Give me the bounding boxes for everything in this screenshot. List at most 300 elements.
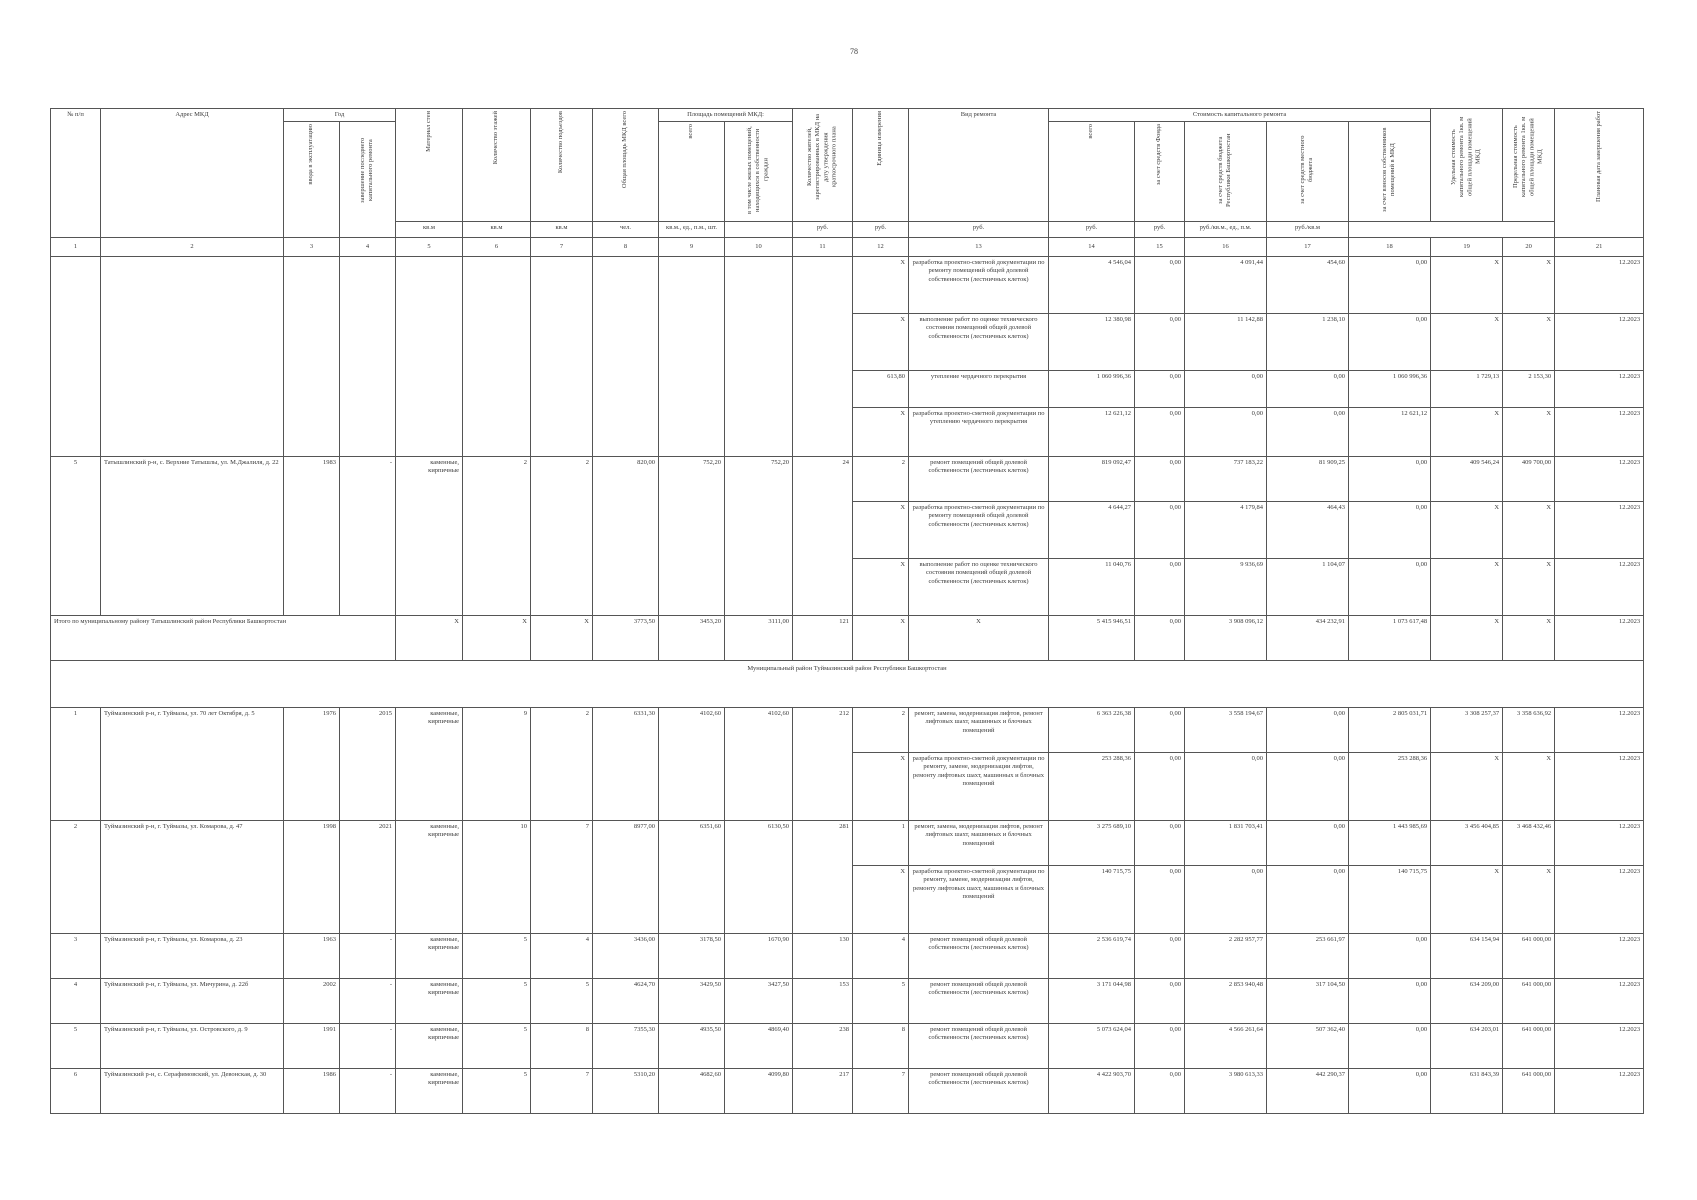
- total-cell: X: [396, 616, 463, 661]
- entrances-cell: 7: [531, 1069, 593, 1114]
- cost-owners-cell: 2 805 031,71: [1349, 708, 1431, 753]
- cost-local-cell: 434 232,91: [1267, 616, 1349, 661]
- unit-rub: руб.: [1049, 222, 1135, 238]
- col-number: 11: [793, 238, 853, 257]
- unit-rub: руб.: [793, 222, 853, 238]
- total-area-cell: 820,00: [593, 457, 659, 616]
- table-row: [51, 257, 1644, 314]
- unit-cell: 4: [853, 934, 909, 979]
- year-repair-cell: -: [340, 979, 396, 1024]
- column-numbers-row: [51, 238, 1644, 257]
- cost-republic-cell: 3 980 613,33: [1185, 1069, 1267, 1114]
- deadline-cell: 12.2023: [1555, 408, 1644, 457]
- table-row: [51, 457, 1644, 502]
- residents-cell: 212: [793, 708, 853, 821]
- cost-fund-cell: 0,00: [1135, 314, 1185, 371]
- unit-rub-per-sqm: руб./кв.м: [1267, 222, 1349, 238]
- work-type-cell: разработка проектно-сметной документации по ремонту, замене, модернизации лифтов, ремонту лифтовых шахт, машинных и блочных помещений: [909, 753, 1049, 821]
- unit-cell: 1: [853, 821, 909, 866]
- unit-cell: 8: [853, 1024, 909, 1069]
- header-unit-cost: Удельная стоимость капитального ремонта 1кв. м общей площади помещений МКД: [1431, 109, 1503, 222]
- cost-owners-cell: 12 621,12: [1349, 408, 1431, 457]
- entrances-cell: 4: [531, 934, 593, 979]
- wall-material-cell: каменные, кирпичные: [396, 821, 463, 934]
- premises-total-cell: 752,20: [659, 457, 725, 616]
- work-type-cell: утепление чердачного перекрытия: [909, 371, 1049, 408]
- cost-fund-cell: 0,00: [1135, 753, 1185, 821]
- total-area-cell: 3773,50: [593, 616, 659, 661]
- premises-total-cell: 3178,50: [659, 934, 725, 979]
- unit-rub: руб.: [1135, 222, 1185, 238]
- cost-republic-cell: 0,00: [1185, 866, 1267, 934]
- work-type-cell: ремонт помещений общей долевой собственности (лестничных клеток): [909, 979, 1049, 1024]
- year-commission-cell: 1983: [284, 457, 340, 616]
- max-cost-cell: 641 000,00: [1503, 1024, 1555, 1069]
- work-type-cell: ремонт помещений общей долевой собственности (лестничных клеток): [909, 934, 1049, 979]
- premises-private-cell: 4869,40: [725, 1024, 793, 1069]
- header-entrances: Количество подъездов: [531, 109, 593, 222]
- max-cost-cell: X: [1503, 866, 1555, 934]
- row-number: 5: [51, 457, 101, 616]
- col-number: 17: [1267, 238, 1349, 257]
- cost-total-cell: 12 621,12: [1049, 408, 1135, 457]
- address-cell: Татышлинский р-н, с. Верхние Татышлы, ул. М.Джалиля, д. 22: [101, 457, 284, 616]
- header-cost-total: всего: [1049, 122, 1135, 222]
- unit-cell: X: [853, 616, 909, 661]
- col-number: 4: [340, 238, 396, 257]
- unit-cell: X: [853, 753, 909, 821]
- unit-cell: X: [853, 257, 909, 314]
- col-number: 3: [284, 238, 340, 257]
- header-premises: Площадь помещений МКД:: [659, 109, 793, 122]
- year-repair-cell: -: [340, 1069, 396, 1114]
- cost-republic-cell: 4 091,44: [1185, 257, 1267, 314]
- cost-republic-cell: 4 566 261,64: [1185, 1024, 1267, 1069]
- residents-cell: 121: [793, 616, 853, 661]
- table-row: [51, 1024, 1644, 1069]
- cost-fund-cell: 0,00: [1135, 708, 1185, 753]
- unit-cost-cell: X: [1431, 559, 1503, 616]
- deadline-cell: 12.2023: [1555, 616, 1644, 661]
- address-cell: Туймазинский р-н, г. Туймазы, ул. Комарова, д. 23: [101, 934, 284, 979]
- residents-cell: 130: [793, 934, 853, 979]
- cost-owners-cell: 1 443 985,69: [1349, 821, 1431, 866]
- unit-cell: 613,80: [853, 371, 909, 408]
- cost-fund-cell: 0,00: [1135, 371, 1185, 408]
- col-number: 1: [51, 238, 101, 257]
- header-address: Адрес МКД: [101, 109, 284, 238]
- work-type-cell: ремонт помещений общей долевой собственности (лестничных клеток): [909, 1024, 1049, 1069]
- col-number: 7: [531, 238, 593, 257]
- unit-sqm: кв.м: [396, 222, 463, 238]
- floors-cell: 5: [463, 934, 531, 979]
- premises-private-cell: 752,20: [725, 457, 793, 616]
- total-area-cell: 4624,70: [593, 979, 659, 1024]
- max-cost-cell: 641 000,00: [1503, 1069, 1555, 1114]
- max-cost-cell: 2 153,30: [1503, 371, 1555, 408]
- floors-cell: 5: [463, 979, 531, 1024]
- work-type-cell: выполнение работ по оценке технического состояния помещений общей долевой собственности (лестничных клеток): [909, 559, 1049, 616]
- deadline-cell: 12.2023: [1555, 559, 1644, 616]
- cost-local-cell: 0,00: [1267, 371, 1349, 408]
- col-number: 6: [463, 238, 531, 257]
- cost-owners-cell: 0,00: [1349, 314, 1431, 371]
- cost-republic-cell: 3 908 096,12: [1185, 616, 1267, 661]
- unit-rub: руб.: [909, 222, 1049, 238]
- cost-local-cell: 0,00: [1267, 408, 1349, 457]
- col-number: 15: [1135, 238, 1185, 257]
- header-unit: Единица измерения: [853, 109, 909, 222]
- total-area-cell: 5310,20: [593, 1069, 659, 1114]
- cost-owners-cell: 1 060 996,36: [1349, 371, 1431, 408]
- residents-cell: 238: [793, 1024, 853, 1069]
- total-label: Итого по муниципальному району Татышлинский район Республики Башкортостан: [51, 616, 396, 661]
- wall-material-cell: каменные, кирпичные: [396, 457, 463, 616]
- cost-total-cell: 6 363 226,38: [1049, 708, 1135, 753]
- deadline-cell: 12.2023: [1555, 866, 1644, 934]
- table-row: [51, 708, 1644, 753]
- cost-fund-cell: 0,00: [1135, 1024, 1185, 1069]
- header-premises-private: в том числе жилых помещений, находящихся в собственности граждан: [725, 122, 793, 222]
- cost-fund-cell: 0,00: [1135, 934, 1185, 979]
- col-number: 5: [396, 238, 463, 257]
- premises-total-cell: 3429,50: [659, 979, 725, 1024]
- floors-cell: 10: [463, 821, 531, 934]
- cost-fund-cell: 0,00: [1135, 408, 1185, 457]
- cost-republic-cell: 3 558 194,67: [1185, 708, 1267, 753]
- cost-fund-cell: 0,00: [1135, 866, 1185, 934]
- deadline-cell: 12.2023: [1555, 1069, 1644, 1114]
- col-number: 12: [853, 238, 909, 257]
- wall-material-cell: каменные, кирпичные: [396, 708, 463, 821]
- premises-total-cell: 4102,60: [659, 708, 725, 821]
- floors-cell: 9: [463, 708, 531, 821]
- max-cost-cell: X: [1503, 616, 1555, 661]
- cost-local-cell: 0,00: [1267, 708, 1349, 753]
- header-max-cost: Предельная стоимость капитального ремонта 1кв. м общей площади помещений МКД: [1503, 109, 1555, 222]
- address-cell: Туймазинский р-н, г. Туймазы, ул. Мичурина, д. 22б: [101, 979, 284, 1024]
- cost-republic-cell: 0,00: [1185, 753, 1267, 821]
- cost-owners-cell: 1 073 617,48: [1349, 616, 1431, 661]
- unit-cost-cell: 3 308 257,37: [1431, 708, 1503, 753]
- unit-cost-cell: X: [1431, 408, 1503, 457]
- deadline-cell: 12.2023: [1555, 708, 1644, 753]
- header-wall-material: Материал стен: [396, 109, 463, 222]
- deadline-cell: 12.2023: [1555, 371, 1644, 408]
- wall-material-cell: каменные, кирпичные: [396, 1024, 463, 1069]
- cost-total-cell: 253 288,36: [1049, 753, 1135, 821]
- cost-local-cell: 454,60: [1267, 257, 1349, 314]
- entrances-cell: 7: [531, 821, 593, 934]
- address-cell: Туймазинский р-н, с. Серафимовский, ул. Девонская, д. 30: [101, 1069, 284, 1114]
- deadline-cell: 12.2023: [1555, 502, 1644, 559]
- cost-local-cell: 464,43: [1267, 502, 1349, 559]
- cost-local-cell: 0,00: [1267, 866, 1349, 934]
- cost-republic-cell: 4 179,84: [1185, 502, 1267, 559]
- cost-total-cell: 11 040,76: [1049, 559, 1135, 616]
- col-number: 8: [593, 238, 659, 257]
- cost-local-cell: 1 238,10: [1267, 314, 1349, 371]
- entrances-cell: 5: [531, 979, 593, 1024]
- address-cell: Туймазинский р-н, г. Туймазы, ул. Комарова, д. 47: [101, 821, 284, 934]
- cost-fund-cell: 0,00: [1135, 616, 1185, 661]
- max-cost-cell: X: [1503, 314, 1555, 371]
- unit-empty: [725, 222, 793, 238]
- cost-fund-cell: 0,00: [1135, 1069, 1185, 1114]
- col-number: 9: [659, 238, 725, 257]
- max-cost-cell: X: [1503, 753, 1555, 821]
- header-cost-owners: за счет взносов собственников помещений в МКД: [1349, 122, 1431, 222]
- col-number: 14: [1049, 238, 1135, 257]
- premises-private-cell: 4102,60: [725, 708, 793, 821]
- unit-cost-cell: X: [1431, 314, 1503, 371]
- cost-owners-cell: 0,00: [1349, 457, 1431, 502]
- cost-owners-cell: 140 715,75: [1349, 866, 1431, 934]
- header-residents: Количество жителей, зарегистрированных в МКД на дату утверждения краткосрочного плана: [793, 109, 853, 222]
- unit-cost-cell: X: [1431, 866, 1503, 934]
- work-type-cell: разработка проектно-сметной документации по ремонту, замене, модернизации лифтов, ремонту лифтовых шахт, машинных и блочных помещений: [909, 866, 1049, 934]
- unit-cost-cell: 409 546,24: [1431, 457, 1503, 502]
- unit-cost-cell: 3 456 404,85: [1431, 821, 1503, 866]
- unit-cell: 5: [853, 979, 909, 1024]
- header-floors: Количество этажей: [463, 109, 531, 222]
- year-commission-cell: 1991: [284, 1024, 340, 1069]
- work-type-cell: разработка проектно-сметной документации по утеплению чердачного перекрытия: [909, 408, 1049, 457]
- cost-total-cell: 12 380,98: [1049, 314, 1135, 371]
- deadline-cell: 12.2023: [1555, 314, 1644, 371]
- col-number: 18: [1349, 238, 1431, 257]
- cost-republic-cell: 11 142,88: [1185, 314, 1267, 371]
- floors-cell: 5: [463, 1069, 531, 1114]
- max-cost-cell: 641 000,00: [1503, 934, 1555, 979]
- cost-local-cell: 507 362,40: [1267, 1024, 1349, 1069]
- cost-owners-cell: 0,00: [1349, 257, 1431, 314]
- work-type-cell: выполнение работ по оценке технического состояния помещений общей долевой собственности (лестничных клеток): [909, 314, 1049, 371]
- unit-cell: X: [853, 408, 909, 457]
- premises-private-cell: 3427,50: [725, 979, 793, 1024]
- year-repair-cell: -: [340, 457, 396, 616]
- deadline-cell: 12.2023: [1555, 979, 1644, 1024]
- year-repair-cell: -: [340, 934, 396, 979]
- work-type-cell: разработка проектно-сметной документации по ремонту помещений общей долевой собственности (лестничных клеток): [909, 502, 1049, 559]
- total-area-cell: 3436,00: [593, 934, 659, 979]
- repair-plan-table: [50, 108, 1644, 1114]
- unit-rub: руб.: [853, 222, 909, 238]
- address-cell: Туймазинский р-н, г. Туймазы, ул. Островского, д. 9: [101, 1024, 284, 1069]
- header-no: № п/п: [51, 109, 101, 238]
- cost-total-cell: 4 546,04: [1049, 257, 1135, 314]
- premises-private-cell: 3111,00: [725, 616, 793, 661]
- unit-rub-per-unit: руб./кв.м., ед., п.м.: [1185, 222, 1267, 238]
- unit-cost-cell: X: [1431, 753, 1503, 821]
- year-commission-cell: 1963: [284, 934, 340, 979]
- table-row: [51, 821, 1644, 866]
- cost-total-cell: 2 536 619,74: [1049, 934, 1135, 979]
- col-number: 13: [909, 238, 1049, 257]
- work-type-cell: ремонт помещений общей долевой собственности (лестничных клеток): [909, 1069, 1049, 1114]
- premises-private-cell: 1670,90: [725, 934, 793, 979]
- cost-owners-cell: 253 288,36: [1349, 753, 1431, 821]
- work-type-cell: X: [909, 616, 1049, 661]
- premises-total-cell: 4935,50: [659, 1024, 725, 1069]
- max-cost-cell: 3 468 432,46: [1503, 821, 1555, 866]
- cost-republic-cell: 0,00: [1185, 408, 1267, 457]
- row-number: 3: [51, 934, 101, 979]
- header-cost: Стоимость капитального ремонта: [1049, 109, 1431, 122]
- section-header-row: [51, 661, 1644, 708]
- floors-cell: 5: [463, 1024, 531, 1069]
- cost-local-cell: 0,00: [1267, 821, 1349, 866]
- deadline-cell: 12.2023: [1555, 934, 1644, 979]
- unit-sqm: кв.м: [463, 222, 531, 238]
- work-type-cell: ремонт, замена, модернизация лифтов, ремонт лифтовых шахт, машинных и блочных помещений: [909, 821, 1049, 866]
- cost-owners-cell: 0,00: [1349, 502, 1431, 559]
- cost-republic-cell: 2 282 957,77: [1185, 934, 1267, 979]
- cost-republic-cell: 737 183,22: [1185, 457, 1267, 502]
- page-number: 78: [850, 47, 858, 56]
- wall-material-cell: каменные, кирпичные: [396, 934, 463, 979]
- cost-republic-cell: 2 853 940,48: [1185, 979, 1267, 1024]
- cost-republic-cell: 0,00: [1185, 371, 1267, 408]
- max-cost-cell: X: [1503, 559, 1555, 616]
- deadline-cell: 12.2023: [1555, 753, 1644, 821]
- residents-cell: 281: [793, 821, 853, 934]
- table-row: [51, 934, 1644, 979]
- wall-material-cell: каменные, кирпичные: [396, 1069, 463, 1114]
- total-row: [51, 616, 1644, 661]
- row-number: 1: [51, 708, 101, 821]
- row-number: 6: [51, 1069, 101, 1114]
- max-cost-cell: X: [1503, 408, 1555, 457]
- premises-private-cell: 6130,50: [725, 821, 793, 934]
- work-type-cell: разработка проектно-сметной документации по ремонту помещений общей долевой собственности (лестничных клеток): [909, 257, 1049, 314]
- cost-fund-cell: 0,00: [1135, 457, 1185, 502]
- cost-local-cell: 442 290,37: [1267, 1069, 1349, 1114]
- cost-fund-cell: 0,00: [1135, 559, 1185, 616]
- max-cost-cell: X: [1503, 257, 1555, 314]
- header-year-commission: ввода в эксплуатацию: [284, 122, 340, 238]
- max-cost-cell: 641 000,00: [1503, 979, 1555, 1024]
- total-cell: X: [463, 616, 531, 661]
- year-commission-cell: 2002: [284, 979, 340, 1024]
- unit-cell: X: [853, 502, 909, 559]
- unit-cost-cell: 1 729,13: [1431, 371, 1503, 408]
- table-header: [51, 109, 1644, 257]
- header-year-last-repair: завершение последнего капитального ремонта: [340, 122, 396, 238]
- cost-total-cell: 1 060 996,36: [1049, 371, 1135, 408]
- cost-owners-cell: 0,00: [1349, 934, 1431, 979]
- year-commission-cell: 1986: [284, 1069, 340, 1114]
- row-number: 4: [51, 979, 101, 1024]
- unit-cost-cell: X: [1431, 502, 1503, 559]
- cost-local-cell: 0,00: [1267, 753, 1349, 821]
- unit-cell: X: [853, 866, 909, 934]
- total-area-cell: 7355,30: [593, 1024, 659, 1069]
- col-number: 20: [1503, 238, 1555, 257]
- total-cell: X: [531, 616, 593, 661]
- cost-local-cell: 317 104,50: [1267, 979, 1349, 1024]
- unit-cell: X: [853, 559, 909, 616]
- deadline-cell: 12.2023: [1555, 1024, 1644, 1069]
- table-row: [51, 1069, 1644, 1114]
- year-repair-cell: 2021: [340, 821, 396, 934]
- header-cost-fund: за счет средств Фонда: [1135, 122, 1185, 222]
- cost-fund-cell: 0,00: [1135, 257, 1185, 314]
- header-deadline: Плановая дата завершения работ: [1555, 109, 1644, 238]
- unit-cost-cell: 631 843,39: [1431, 1069, 1503, 1114]
- row-number: 5: [51, 1024, 101, 1069]
- total-area-cell: 8977,00: [593, 821, 659, 934]
- cost-fund-cell: 0,00: [1135, 979, 1185, 1024]
- wall-material-cell: каменные, кирпичные: [396, 979, 463, 1024]
- year-repair-cell: 2015: [340, 708, 396, 821]
- col-number: 21: [1555, 238, 1644, 257]
- cost-total-cell: 3 275 689,10: [1049, 821, 1135, 866]
- unit-sqm: кв.м: [531, 222, 593, 238]
- unit-cell: 2: [853, 457, 909, 502]
- unit-cost-cell: 634 209,00: [1431, 979, 1503, 1024]
- cost-owners-cell: 0,00: [1349, 559, 1431, 616]
- premises-total-cell: 3453,20: [659, 616, 725, 661]
- max-cost-cell: 3 358 636,92: [1503, 708, 1555, 753]
- deadline-cell: 12.2023: [1555, 257, 1644, 314]
- cost-owners-cell: 0,00: [1349, 979, 1431, 1024]
- unit-cell: 2: [853, 708, 909, 753]
- cost-fund-cell: 0,00: [1135, 821, 1185, 866]
- premises-total-cell: 6351,60: [659, 821, 725, 934]
- cost-total-cell: 4 422 903,70: [1049, 1069, 1135, 1114]
- cost-owners-cell: 0,00: [1349, 1069, 1431, 1114]
- max-cost-cell: X: [1503, 502, 1555, 559]
- header-total-area: Общая площадь МКД всего: [593, 109, 659, 222]
- unit-cost-cell: 634 203,01: [1431, 1024, 1503, 1069]
- col-number: 16: [1185, 238, 1267, 257]
- max-cost-cell: 409 700,00: [1503, 457, 1555, 502]
- unit-cost-cell: X: [1431, 257, 1503, 314]
- header-cost-republic: за счет средств бюджета Республики Башкортостан: [1185, 122, 1267, 222]
- cost-owners-cell: 0,00: [1349, 1024, 1431, 1069]
- unit-cell: X: [853, 314, 909, 371]
- total-area-cell: 6331,30: [593, 708, 659, 821]
- section-title: Муниципальный район Туймазинский район Республики Башкортостан: [51, 661, 1644, 708]
- cost-republic-cell: 1 831 703,41: [1185, 821, 1267, 866]
- residents-cell: 24: [793, 457, 853, 616]
- entrances-cell: 2: [531, 708, 593, 821]
- cost-republic-cell: 9 936,69: [1185, 559, 1267, 616]
- entrances-cell: 2: [531, 457, 593, 616]
- header-premises-total: всего: [659, 122, 725, 222]
- unit-measure: кв.м., ед., п.м., шт.: [659, 222, 725, 238]
- year-commission-cell: 1998: [284, 821, 340, 934]
- col-number: 10: [725, 238, 793, 257]
- entrances-cell: 8: [531, 1024, 593, 1069]
- unit-cost-cell: X: [1431, 616, 1503, 661]
- header-cost-local: за счет средств местного бюджета: [1267, 122, 1349, 222]
- row-number: 2: [51, 821, 101, 934]
- cost-local-cell: 1 104,07: [1267, 559, 1349, 616]
- cost-total-cell: 4 644,27: [1049, 502, 1135, 559]
- deadline-cell: 12.2023: [1555, 821, 1644, 866]
- residents-cell: 217: [793, 1069, 853, 1114]
- table-row: [51, 979, 1644, 1024]
- cost-total-cell: 3 171 044,98: [1049, 979, 1135, 1024]
- cost-local-cell: 253 661,97: [1267, 934, 1349, 979]
- deadline-cell: 12.2023: [1555, 457, 1644, 502]
- address-cell: Туймазинский р-н, г. Туймазы, ул. 70 лет Октября, д. 5: [101, 708, 284, 821]
- header-repair-type: Вид ремонта: [909, 109, 1049, 222]
- unit-people: чел.: [593, 222, 659, 238]
- floors-cell: 2: [463, 457, 531, 616]
